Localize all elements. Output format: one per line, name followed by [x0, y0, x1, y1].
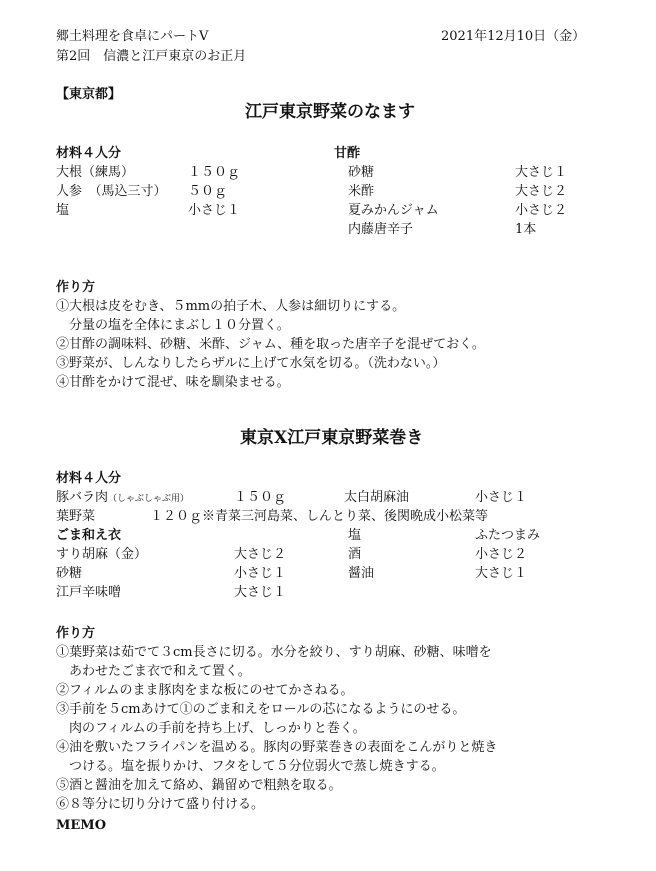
goma-heading: ごま和え衣 — [56, 528, 122, 543]
recipe2-title: 東京X江戸東京野菜巻き — [240, 428, 424, 448]
episode-title: 第2回 信濃と江戸東京のお正月 — [56, 49, 247, 64]
greens-amount: １２０ｇ※青菜三河島菜、しんとり菜、後関晩成小松菜等 — [150, 509, 489, 524]
season-amount: ふたつまみ — [475, 528, 541, 543]
ingredient-name: 塩 — [56, 203, 70, 218]
step-line: ④油を敷いたフライパンを温める。豚肉の野菜巻きの表面をこんがりと焼き — [56, 740, 498, 755]
season-amount: 小さじ２ — [475, 547, 528, 562]
step-line: ⑥８等分に切り分けて盛り付ける。 — [56, 797, 265, 812]
sauce-amount: 大さじ１ — [515, 165, 568, 180]
step-line: ③野菜が、しんなりしたらザルに上げて水気を切る。（洗わない。） — [56, 356, 446, 371]
greens-name: 葉野菜 — [56, 509, 96, 524]
step-line: つける。塩を振りかけ、フタをして５分位弱火で蒸し焼きする。 — [56, 759, 445, 774]
sauce-name: 夏みかんジャム — [348, 203, 439, 218]
recipe2-ingredients-heading: 材料４人分 — [56, 471, 122, 486]
step-line: ②甘酢の調味料、砂糖、米酢、ジャム、種を取った唐辛子を混ぜておく。 — [56, 337, 485, 352]
sauce-amount: 大さじ２ — [515, 184, 568, 199]
ingredient-amount: ５０ｇ — [188, 184, 228, 199]
step-line: ①大根は皮をむき、５mmの拍子木、人参は細切りにする。 — [56, 299, 406, 314]
goma-name: 江戸辛味噌 — [56, 585, 122, 600]
pork-amount: １５０ｇ — [234, 490, 287, 505]
step-line: ⑤酒と醤油を加えて絡め、鍋留めで粗熱を取る。 — [56, 778, 342, 793]
goma-amount: 大さじ１ — [234, 585, 287, 600]
oil-name: 太白胡麻油 — [344, 490, 410, 505]
season-amount: 大さじ１ — [475, 566, 528, 581]
sauce-name: 内藤唐辛子 — [348, 222, 414, 237]
goma-name: 砂糖 — [56, 566, 83, 581]
ingredient-name: 大根（練馬） — [56, 165, 135, 180]
pork-note: （しゃぶしゃぶ用） — [108, 494, 190, 504]
pork-name: 豚バラ肉 — [56, 490, 109, 505]
recipe1-ingredients-heading: 材料４人分 — [56, 146, 122, 161]
goma-name: すり胡麻（金） — [56, 547, 148, 562]
sauce-amount: 小さじ２ — [515, 203, 568, 218]
series-title: 郷土料理を食卓にパートV — [56, 29, 209, 44]
step-line: ②フィルムのまま豚肉をまな板にのせてかさねる。 — [56, 683, 354, 698]
memo-label: MEMO — [56, 818, 107, 833]
sauce-name: 米酢 — [348, 184, 375, 199]
recipe1-title: 江戸東京野菜のなます — [245, 102, 415, 122]
step-line: ④甘酢をかけて混ぜ、味を馴染ませる。 — [56, 375, 290, 390]
ingredient-amount: 小さじ１ — [188, 203, 241, 218]
region-label: 【東京都】 — [56, 87, 122, 102]
oil-amount: 小さじ１ — [475, 490, 528, 505]
step-line: あわせたごま衣で和えて置く。 — [56, 664, 251, 679]
sauce-amount: 1本 — [515, 222, 537, 237]
season-name: 酒 — [348, 547, 362, 562]
date-text: 2021年12月10日（金） — [441, 29, 586, 44]
step-line: ③手前を５cmあけて①のごま和えをロールの芯になるようにのせる。 — [56, 702, 466, 717]
goma-amount: 小さじ１ — [234, 566, 287, 581]
recipe1-sauce-heading: 甘酢 — [334, 146, 361, 161]
ingredient-name: 人参 （馬込三寸） — [56, 184, 167, 199]
season-name: 塩 — [348, 528, 362, 543]
step-line: ①葉野菜は茹でて３cm長さに切る。水分を絞り、すり胡麻、砂糖、味噌を — [56, 645, 492, 660]
recipe1-steps-heading: 作り方 — [56, 280, 96, 295]
ingredient-amount: １５０ｇ — [188, 165, 241, 180]
goma-amount: 大さじ２ — [234, 547, 287, 562]
step-line: 肉のフィルムの手前を持ち上げ、しっかりと巻く。 — [56, 721, 366, 736]
pork-line — [56, 489, 189, 508]
step-line: 分量の塩を全体にまぶし１０分置く。 — [56, 318, 290, 333]
recipe2-steps-heading: 作り方 — [56, 626, 96, 641]
season-name: 醤油 — [348, 566, 375, 581]
sauce-name: 砂糖 — [348, 165, 375, 180]
